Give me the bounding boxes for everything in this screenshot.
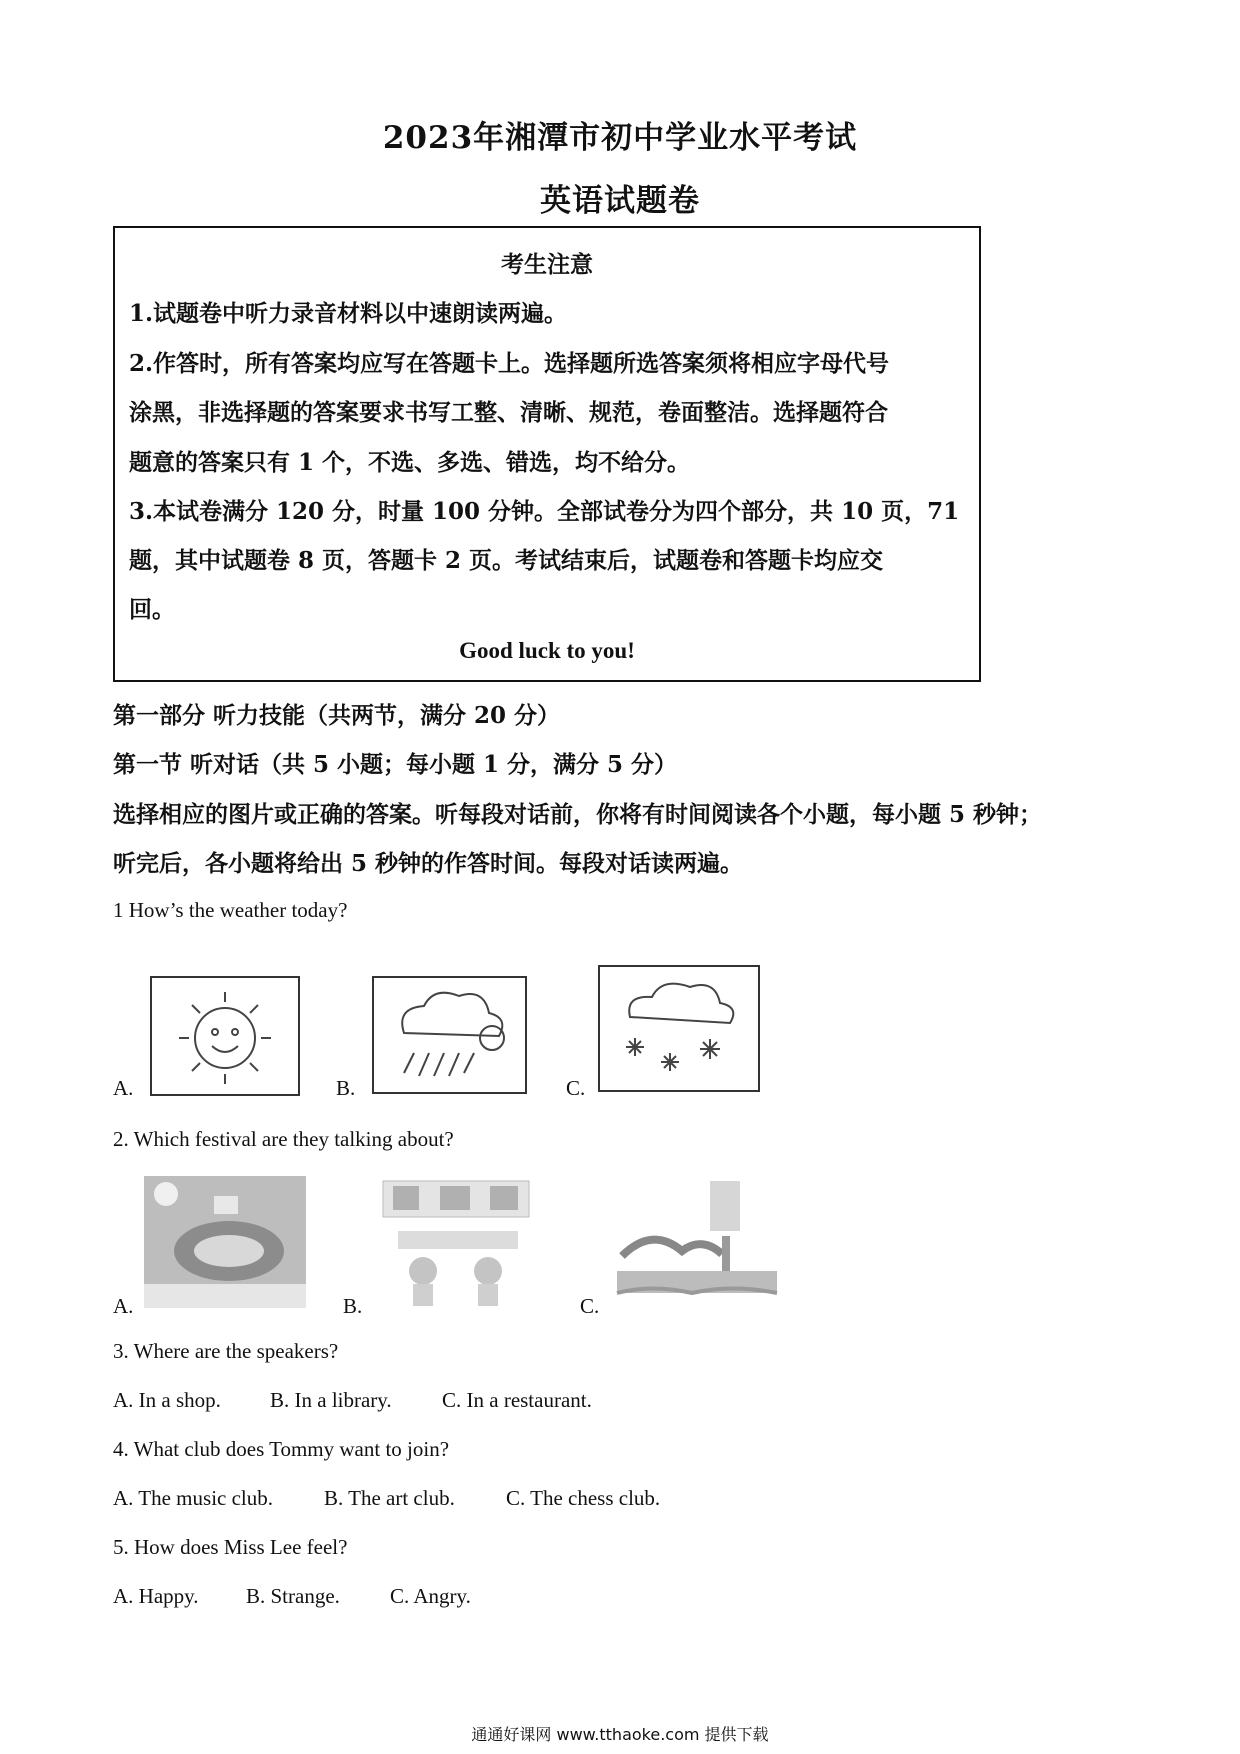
question-3: 3. Where are the speakers? bbox=[113, 1339, 339, 1363]
option-label-b: B. bbox=[336, 1076, 356, 1100]
option-b: B. In a library. bbox=[270, 1388, 392, 1412]
mid-autumn-picture bbox=[144, 1176, 306, 1308]
rain-cloud-icon bbox=[372, 976, 527, 1094]
notice-line: 题，其中试题卷 8 页，答题卡 2 页。考试结束后，试题卷和答题卡均应交 bbox=[129, 547, 884, 574]
notice-line: 3.本试卷满分 120 分，时量 100 分钟。全部试卷分为四个部分，共 10 页，71 bbox=[129, 498, 960, 525]
sun-icon bbox=[150, 976, 300, 1096]
option-c: C. The chess club. bbox=[506, 1486, 661, 1510]
option-label-b: B. bbox=[343, 1294, 363, 1318]
option-b: B. Strange. bbox=[246, 1584, 340, 1608]
question-5: 5. How does Miss Lee feel? bbox=[113, 1535, 348, 1559]
question-2: 2. Which festival are they talking about? bbox=[113, 1127, 454, 1151]
option-label-a: A. bbox=[113, 1294, 134, 1318]
dragon-boat-picture bbox=[612, 1176, 780, 1308]
spring-festival-picture bbox=[378, 1176, 534, 1308]
option-label-c: C. bbox=[580, 1294, 600, 1318]
subsection-title: 第一节 听对话（共 5 小题；每小题 1 分，满分 5 分） bbox=[113, 751, 678, 778]
exam-subtitle: 英语试题卷 bbox=[540, 183, 700, 219]
notice-line: 涂黑，非选择题的答案要求书写工整、清晰、规范，卷面整洁。选择题符合 bbox=[129, 399, 888, 426]
option-b: B. The art club. bbox=[324, 1486, 455, 1510]
footer-source: 通通好课网 www.tthaoke.com 提供下载 bbox=[471, 1725, 769, 1744]
option-a: A. The music club. bbox=[113, 1486, 274, 1510]
part-title: 第一部分 听力技能（共两节，满分 20 分） bbox=[113, 702, 561, 729]
question-1: 1 How’s the weather today? bbox=[113, 898, 348, 922]
notice-line: 1.试题卷中听力录音材料以中速朗读两遍。 bbox=[129, 300, 568, 327]
notice-heading: 考生注意 bbox=[501, 251, 593, 278]
notice-line: 回。 bbox=[129, 596, 175, 623]
notice-line: 题意的答案只有 1 个，不选、多选、错选，均不给分。 bbox=[129, 449, 691, 476]
snow-cloud-icon bbox=[598, 965, 760, 1092]
option-c: C. Angry. bbox=[390, 1584, 471, 1608]
option-a: A. Happy. bbox=[113, 1584, 199, 1608]
option-label-c: C. bbox=[566, 1076, 586, 1100]
option-label-a: A. bbox=[113, 1076, 134, 1100]
notice-box bbox=[113, 226, 981, 682]
exam-title: 2023年湘潭市初中学业水平考试 bbox=[382, 120, 858, 156]
option-a: A. In a shop. bbox=[113, 1388, 221, 1412]
question-4: 4. What club does Tommy want to join? bbox=[113, 1437, 450, 1461]
good-luck-text: Good luck to you! bbox=[459, 638, 635, 663]
instruction-line: 听完后，各小题将给出 5 秒钟的作答时间。每段对话读两遍。 bbox=[113, 850, 744, 877]
option-c: C. In a restaurant. bbox=[442, 1388, 592, 1412]
notice-line: 2.作答时，所有答案均应写在答题卡上。选择题所选答案须将相应字母代号 bbox=[129, 350, 890, 377]
instruction-line: 选择相应的图片或正确的答案。听每段对话前，你将有时间阅读各个小题，每小题 5 秒钟； bbox=[113, 801, 1043, 828]
